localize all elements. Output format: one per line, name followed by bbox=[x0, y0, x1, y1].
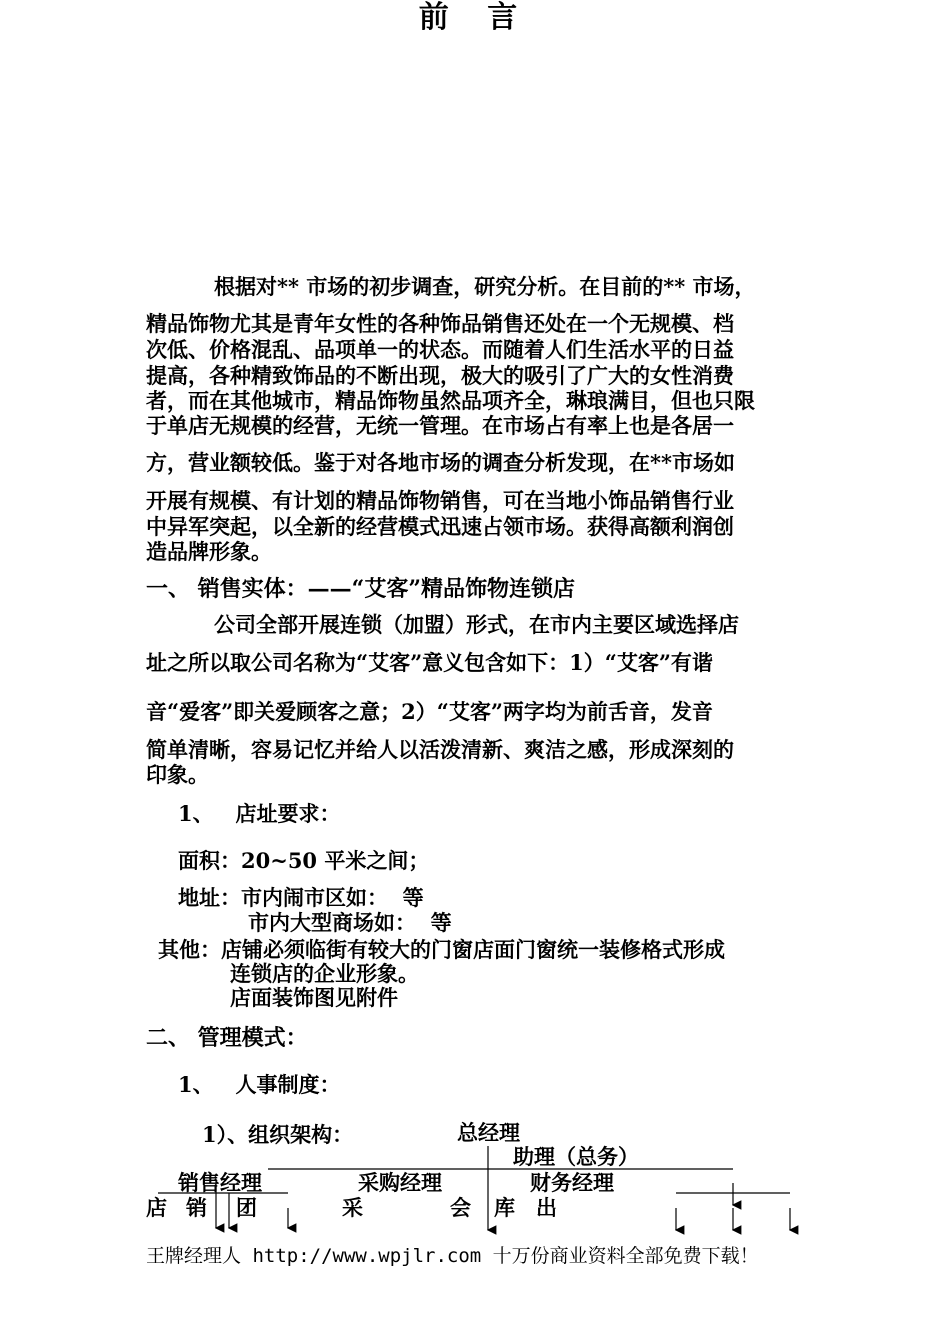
section1-line: 音“爱客”即关爱顾客之意；2）“艾客”两字均为前舌音，发音 bbox=[146, 699, 713, 724]
intro-line: 造品牌形象。 bbox=[146, 539, 272, 564]
org-node-warehouse: 库 bbox=[494, 1195, 515, 1220]
intro-line: 于单店无规模的经营，无统一管理。在市场占有率上也是各居一 bbox=[146, 413, 734, 438]
org-assistant: 助理（总务） bbox=[513, 1144, 639, 1169]
intro-line: 中异军突起，以全新的经营模式迅速占领市场。获得高额利润创 bbox=[146, 514, 734, 539]
org-purchase-manager: 采购经理 bbox=[358, 1170, 442, 1195]
org-sales-manager: 销售经理 bbox=[178, 1170, 262, 1195]
other-requirement-2: 连锁店的企业形象。 bbox=[230, 961, 419, 986]
personnel-heading: 1、 人事制度： bbox=[178, 1072, 341, 1097]
section-heading: 二、 管理模式： bbox=[146, 1025, 308, 1051]
section1-line: 简单清晰，容易记忆并给人以活泼清新、爽洁之感，形成深刻的 bbox=[146, 737, 734, 762]
org-structure-heading: 1）、组织架构： bbox=[202, 1122, 354, 1147]
section-heading: 一、 销售实体：——“艾客”精品饰物连锁店 bbox=[146, 576, 575, 602]
intro-line: 方，营业额较低。鉴于对各地市场的调查分析发现，在**市场如 bbox=[146, 450, 735, 475]
page-title: 前 言 bbox=[418, 0, 532, 35]
section1-line: 址之所以取公司名称为“艾客”意义包含如下：1）“艾客”有谐 bbox=[146, 650, 713, 675]
store-requirements-heading: 1、 店址要求： bbox=[178, 801, 341, 826]
other-requirement-3: 店面装饰图见附件 bbox=[230, 985, 398, 1010]
intro-line: 次低、价格混乱、品项单一的状态。而随着人们生活水平的日益 bbox=[146, 337, 734, 362]
org-node-sales: 销 bbox=[186, 1195, 207, 1220]
section1-line: 印象。 bbox=[146, 762, 209, 787]
org-general-manager: 总经理 bbox=[457, 1120, 520, 1145]
org-node-accounting: 会 bbox=[450, 1195, 471, 1220]
intro-line: 提高，各种精致饰品的不断出现，极大的吸引了广大的女性消费 bbox=[146, 363, 734, 388]
org-node-purchase: 采 bbox=[342, 1195, 363, 1220]
intro-line: 根据对** 市场的初步调查，研究分析。在目前的** 市场， bbox=[214, 274, 756, 299]
footer-text: 王牌经理人 http://www.wpjlr.com 十万份商业资料全部免费下载！ bbox=[146, 1245, 759, 1267]
area-requirement: 面积：20~50 平米之间； bbox=[178, 848, 430, 873]
address-requirement-2: 市内大型商场如： 等 bbox=[248, 910, 452, 935]
intro-line: 者，而在其他城市，精品饰物虽然品项齐全，琳琅满目，但也只限 bbox=[146, 388, 755, 413]
address-requirement: 地址：市内闹市区如： 等 bbox=[178, 885, 424, 910]
other-requirement: 其他：店铺必须临街有较大的门窗店面门窗统一装修格式形成 bbox=[158, 937, 725, 962]
org-node-group: 团 bbox=[236, 1195, 257, 1220]
org-finance-manager: 财务经理 bbox=[530, 1170, 614, 1195]
org-node-store: 店 bbox=[146, 1195, 167, 1220]
intro-line: 精品饰物尤其是青年女性的各种饰品销售还处在一个无规模、档 bbox=[146, 311, 734, 336]
section1-line: 公司全部开展连锁（加盟）形式，在市内主要区域选择店 bbox=[214, 612, 739, 637]
org-node-cashier: 出 bbox=[536, 1195, 557, 1220]
intro-line: 开展有规模、有计划的精品饰物销售，可在当地小饰品销售行业 bbox=[146, 488, 734, 513]
